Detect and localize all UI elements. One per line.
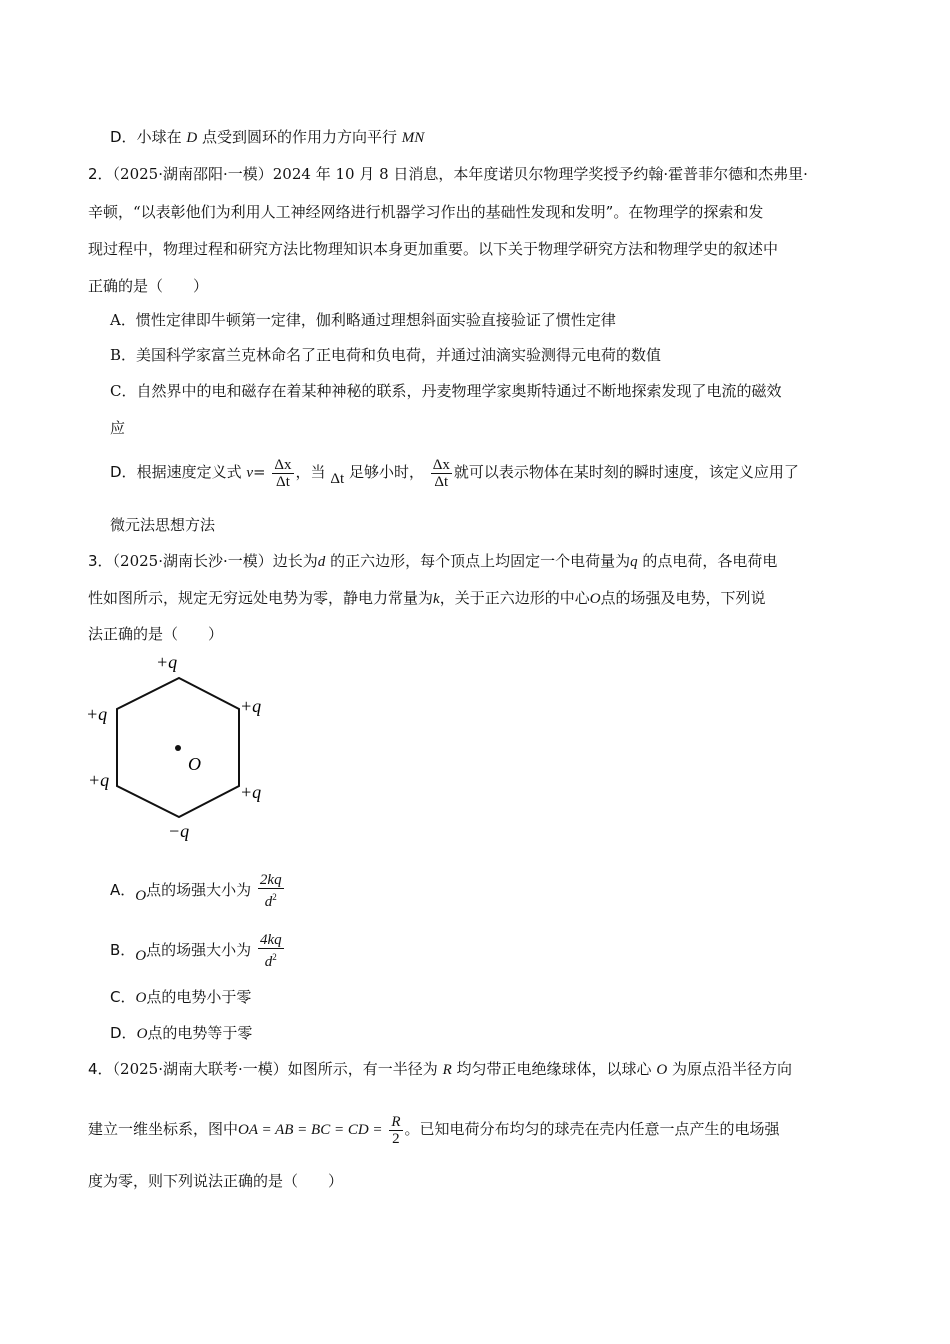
q4-stem-line1: 4．（2025·湖南大联考·一模）如图所示，有一半径为 R 均匀带正电绝缘球体，以球心 O 为原点沿半径方向 (88, 1060, 792, 1078)
q2-option-d: D．根据速度定义式 v= $\frac{\Delta x}{\Delta t}$ ，当 Δt 足够小时， $\frac{\Delta x}{\Delta t}$ 就可以表示物体在某时刻的瞬时速度，该定义应用了 (110, 456, 799, 490)
q4-source: （2025·湖南大联考·一模） (112, 1060, 288, 1078)
q2-option-d-cont: 微元法思想方法 (110, 516, 216, 534)
field-fraction-a: $\frac{2kq}{d^2}$ (259, 872, 282, 910)
q2-option-c-cont: 应 (110, 419, 126, 437)
field-fraction-b: $\frac{4kq}{d^2}$ (259, 932, 282, 970)
label-bottom: −q (168, 821, 190, 841)
q4-stem-line2: 建立一维坐标系，图中OA = AB = BC = CD = $\frac{R}{2}$ 。已知电荷分布均匀的球壳在壳内任意一点产生的电场强 (88, 1113, 780, 1147)
q3-option-a: A．O点的场强大小为 $\frac{2kq}{d^2}$ (110, 872, 282, 910)
label-upper-right: +q (240, 696, 262, 716)
q2-option-a: A．惯性定律即牛顿第一定律，伽利略通过理想斜面实验直接验证了惯性定律 (110, 311, 616, 329)
q4-stem-line3: 度为零，则下列说法正确的是（ ） (88, 1172, 344, 1190)
q2-stem-line3: 现过程中，物理过程和研究方法比物理知识本身更加重要。以下关于物理学研究方法和物理学史的叙述中 (88, 240, 779, 258)
label-center: O (188, 754, 201, 774)
q3-option-c: C．O点的电势小于零 (110, 988, 252, 1006)
q1-option-d: D．小球在 D 点受到圆环的作用力方向平行 MN (110, 128, 425, 146)
center-point (175, 745, 181, 751)
label-lower-left: +q (88, 770, 110, 790)
q3-option-b: B．O点的场强大小为 $\frac{4kq}{d^2}$ (110, 932, 282, 970)
q3-source: （2025·湖南长沙·一模） (112, 552, 273, 570)
q2-source: （2025·湖南邵阳·一模） (112, 165, 273, 183)
q3-stem-line1: 3．（2025·湖南长沙·一模）边长为d 的正六边形，每个顶点上均固定一个电荷量为q 的点电荷，各电荷电 (88, 552, 778, 570)
velocity-fraction: $\frac{\Delta x}{\Delta t}$ (274, 456, 292, 490)
q3-stem-line2: 性如图所示，规定无穷远处电势为零，静电力常量为k，关于正六边形的中心O点的场强及电势，下列说 (88, 589, 766, 607)
velocity-fraction-2: $\frac{\Delta x}{\Delta t}$ (432, 456, 450, 490)
q2-stem-line4: 正确的是（ ） (88, 277, 209, 295)
label-upper-left: +q (86, 704, 108, 724)
label-top: +q (156, 652, 178, 672)
q2-option-b: B．美国科学家富兰克林命名了正电荷和负电荷，并通过油滴实验测得元电荷的数值 (110, 346, 662, 364)
q3-option-d: D．O点的电势等于零 (110, 1024, 253, 1042)
segment-equation: OA = AB = BC = CD = (238, 1122, 383, 1138)
radius-fraction: $\frac{R}{2}$ (391, 1113, 401, 1147)
q2-stem-line2: 辛顿，“以表彰他们为利用人工神经网络进行机器学习作出的基础性发现和发明”。在物理学的探索和发 (88, 203, 764, 221)
hexagon-charge-figure (84, 650, 284, 850)
q2-stem-line1: 2．（2025·湖南邵阳·一模）2024 年 10 月 8 日消息，本年度诺贝尔物理学奖授予约翰·霍普菲尔德和杰弗里· (88, 165, 808, 183)
q3-stem-line3: 法正确的是（ ） (88, 625, 224, 643)
label-lower-right: +q (240, 782, 262, 802)
q2-option-c: C．自然界中的电和磁存在着某种神秘的联系，丹麦物理学家奥斯特通过不断地探索发现了电流的磁效 (110, 382, 782, 400)
